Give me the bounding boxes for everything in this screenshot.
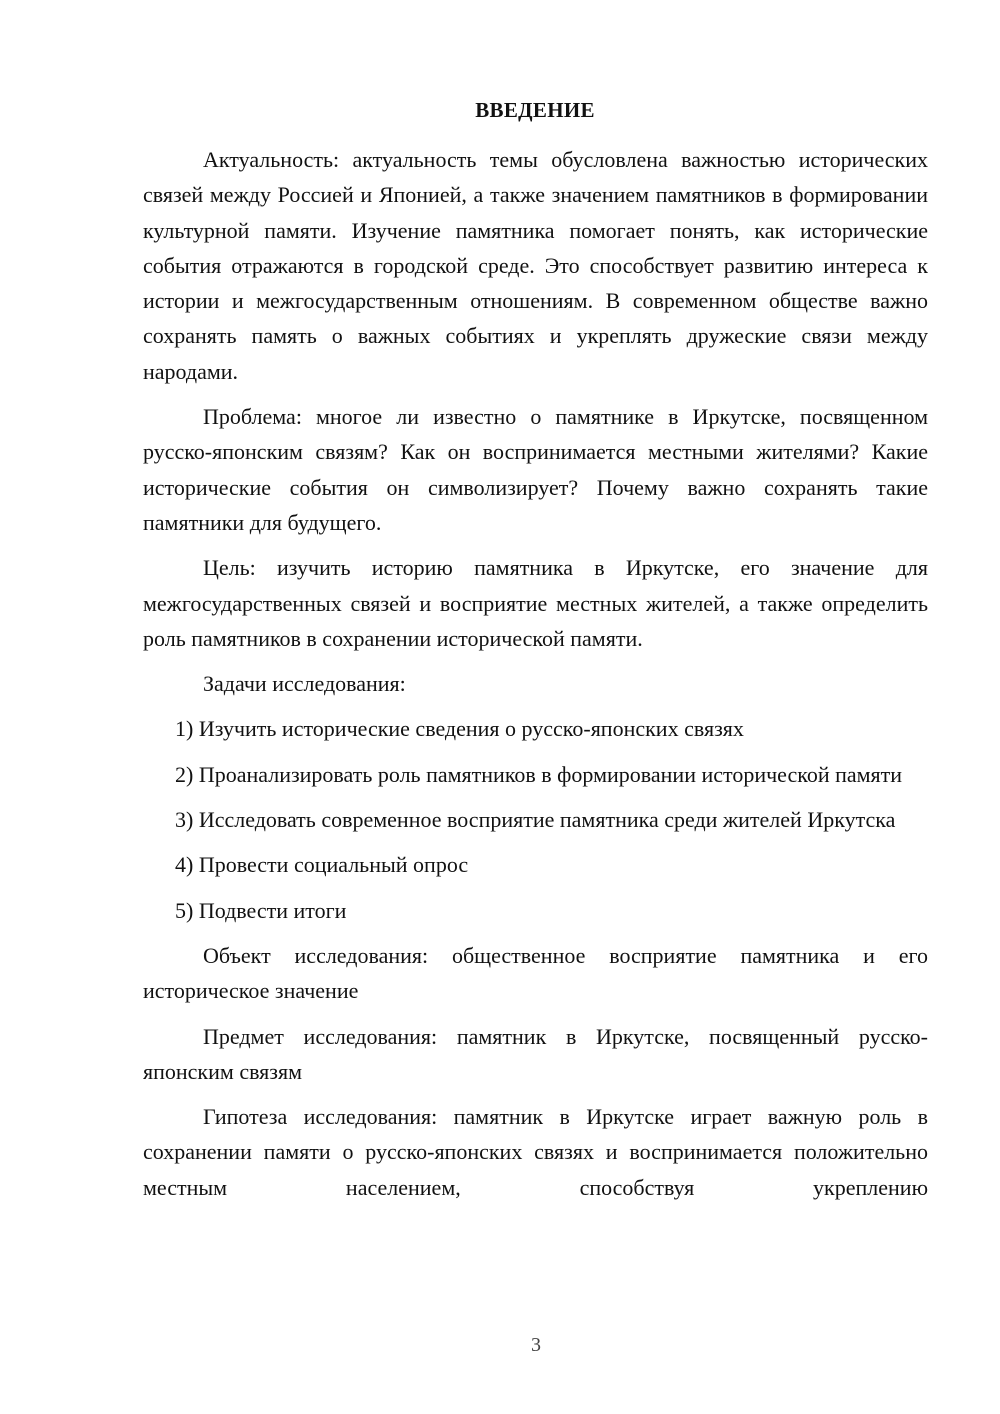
paragraph-problem: Проблема: многое ли известно о памятнике в Иркутске, посвященном русско-японским связям? Как он воспринимается местными жителями? Какие исторические события он символизирует? Почему важно сохранять такие памятники для будущего. — [143, 404, 928, 535]
paragraph-hypothesis: Гипотеза исследования: памятник в Иркутске играет важную роль в сохранении памяти о русско-японских связях и воспринимается положительно местным населением, способствуя укреплению — [143, 1104, 928, 1200]
task-item: 1) Изучить исторические сведения о русско-японских связях — [175, 716, 744, 742]
paragraph-object: Объект исследования: общественное восприятие памятника и его историческое значение — [143, 942, 928, 1004]
task-item: 3) Исследовать современное восприятие памятника среди жителей Иркутска — [175, 807, 896, 833]
tasks-heading: Задачи исследования: — [203, 671, 406, 697]
paragraph-subject: Предмет исследования: памятник в Иркутске, посвященный русско-японским связям — [143, 1023, 928, 1084]
paragraph-relevance: Актуальность: актуальность темы обусловлена важностью исторических связей между Россией и Японией, а также значением памятников в формировании культурной памяти. Изучение памятника помогает понять, как исторические события отражаются в городской среде. Это способствует развитию интереса к истории и межгосударственным отношениям. В современном обществе важно сохранять память о важных событиях и укреплять дружеские связи между народами. — [143, 147, 928, 384]
page-body — [143, 142, 928, 1215]
task-item: 5) Подвести итоги — [175, 897, 347, 923]
page-title: ВВЕДЕНИЕ — [475, 98, 595, 122]
task-item: 2) Проанализировать роль памятников в формировании исторической памяти — [175, 761, 903, 787]
task-item: 4) Провести социальный опрос — [175, 852, 469, 878]
page-number: 3 — [531, 1334, 541, 1356]
paragraph-goal: Цель: изучить историю памятника в Иркутске, его значение для межгосударственных связей и восприятие местных жителей, а также определить роль памятников в сохранении исторической памяти. — [143, 555, 928, 651]
